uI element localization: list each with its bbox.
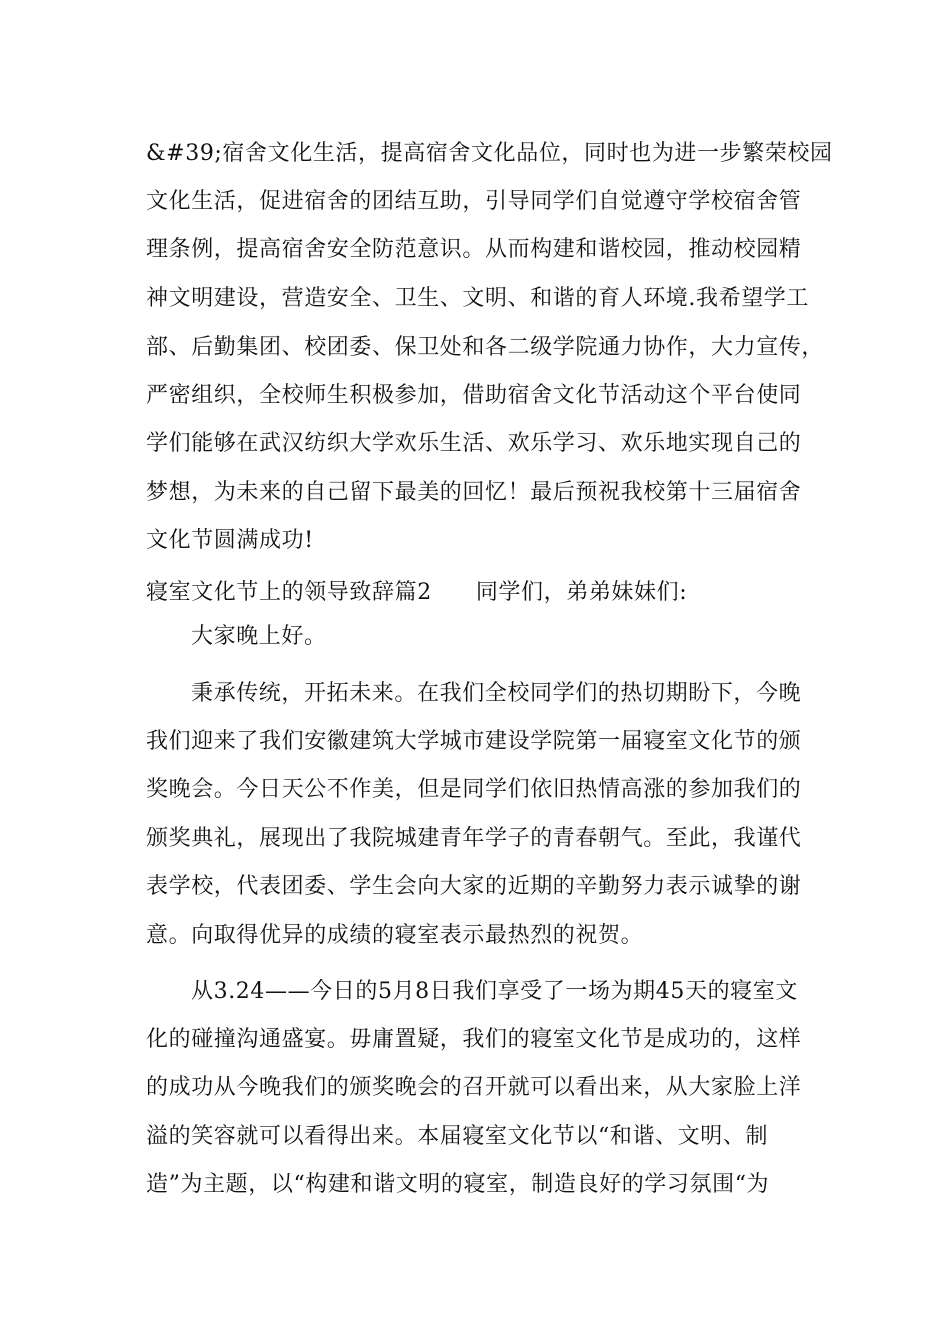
- paragraph-line: 我们迎来了我们安徽建筑大学城市建设学院第一届寝室文化节的颁: [146, 729, 802, 754]
- paragraph-line: 造”为主题，以“构建和谐文明的寝室，制造良好的学习氛围“为: [146, 1172, 770, 1197]
- paragraph-line: 严密组织，全校师生积极参加，借助宿舍文化节活动这个平台使同: [146, 383, 802, 408]
- paragraph-line: 文化生活，促进宿舍的团结互助，引导同学们自觉遵守学校宿舍管: [146, 189, 802, 214]
- paragraph-line: 奖晚会。今日天公不作美，但是同学们依旧热情高涨的参加我们的: [146, 777, 802, 802]
- greeting: 大家晚上好。: [191, 624, 327, 649]
- paragraph-line: 化的碰撞沟通盛宴。毋庸置疑，我们的寝室文化节是成功的，这样: [146, 1027, 802, 1052]
- paragraph-line: 的成功从今晚我们的颁奖晚会的召开就可以看出来，从大家脸上洋: [146, 1075, 802, 1100]
- section-title: 寝室文化节上的领导致辞篇2: [146, 580, 432, 605]
- paragraph-line: 颁奖典礼，展现出了我院城建青年学子的青春朝气。至此，我谨代: [146, 826, 802, 851]
- paragraph-line: 神文明建设，营造安全、卫生、文明、和谐的育人环境.我希望学工: [146, 286, 809, 311]
- paragraph-line: 文化节圆满成功!: [146, 528, 314, 553]
- paragraph-line: 理条例，提高宿舍安全防范意识。从而构建和谐校园，推动校园精: [146, 237, 802, 262]
- paragraph-line: 表学校，代表团委、学生会向大家的近期的辛勤努力表示诚挚的谢: [146, 874, 802, 899]
- section-heading-line: [146, 578, 687, 608]
- paragraph-line: 梦想，为未来的自己留下最美的回忆！最后预祝我校第十三届宿舍: [146, 480, 802, 505]
- salutation: 同学们，弟弟妹妹们:: [475, 580, 688, 605]
- paragraph-line: 秉承传统，开拓未来。在我们全校同学们的热切期盼下，今晚: [191, 681, 802, 706]
- paragraph-line: 意。向取得优异的成绩的寝室表示最热烈的祝贺。: [146, 923, 644, 948]
- paragraph-line: 从3.24——今日的5月8日我们享受了一场为期45天的寝室文: [191, 979, 798, 1004]
- paragraph-line: 学们能够在武汉纺织大学欢乐生活、欢乐学习、欢乐地实现自己的: [146, 431, 802, 456]
- paragraph-line: 部、后勤集团、校团委、保卫处和各二级学院通力协作，大力宣传，: [146, 335, 825, 360]
- paragraph-line: 溢的笑容就可以看得出来。本届寝室文化节以“和谐、文明、制: [146, 1124, 769, 1149]
- paragraph-line: &#39;宿舍文化生活，提高宿舍文化品位，同时也为进一步繁荣校园: [146, 141, 833, 166]
